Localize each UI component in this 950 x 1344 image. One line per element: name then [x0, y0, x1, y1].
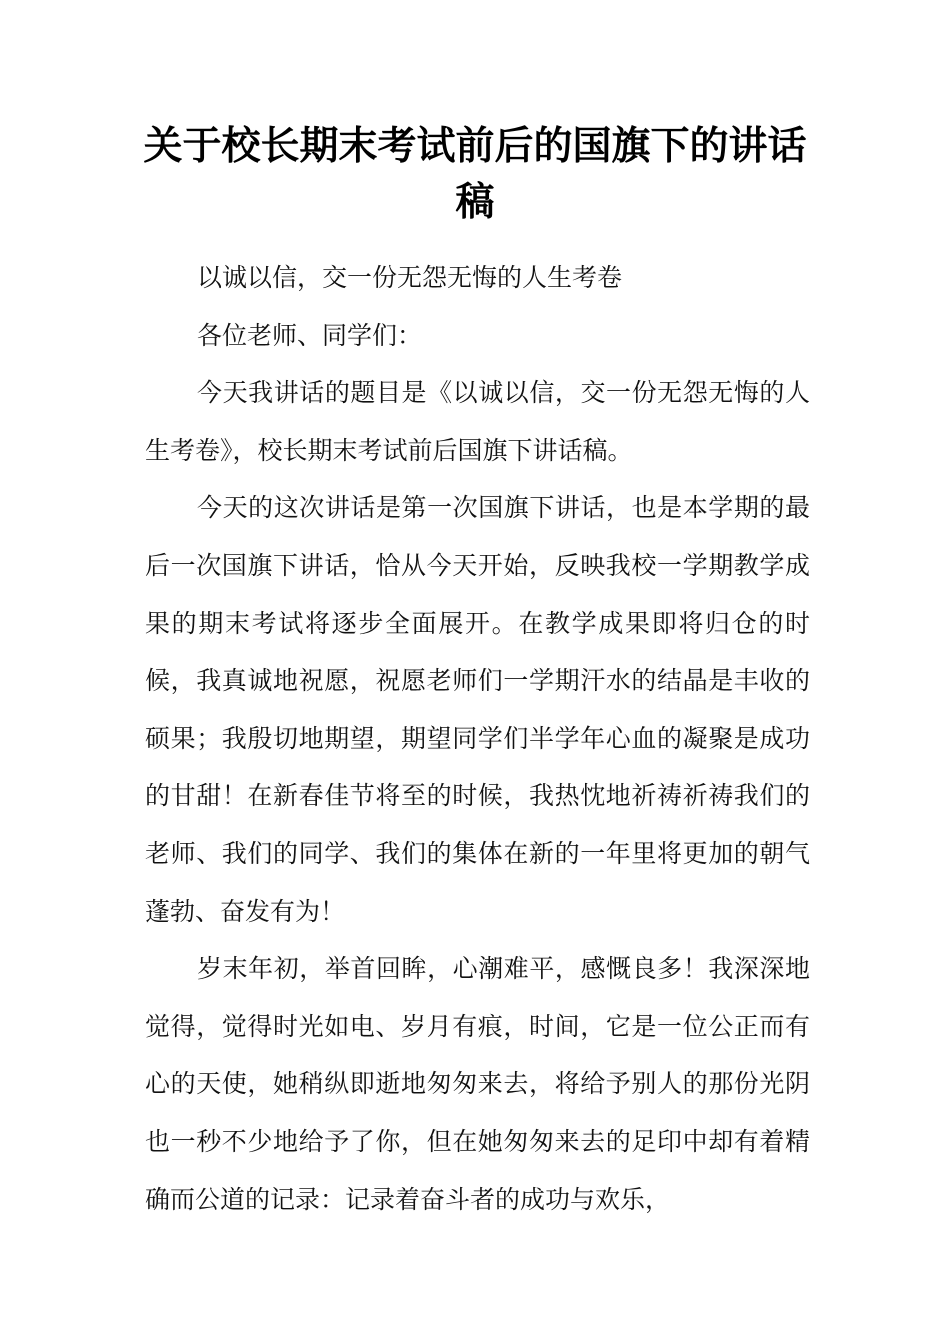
document-title: 关于校长期末考试前后的国旗下的讲话稿 — [143, 123, 807, 225]
document-body — [145, 249, 810, 1228]
paragraph-greeting: 各位老师、同学们： — [197, 320, 423, 350]
paragraph-subtitle: 以诚以信，交一份无怨无悔的人生考卷 — [197, 263, 623, 292]
paragraph: 今天的这次讲话是第一次国旗下讲话，也是本学期的最后一次国旗下讲话，恰从今天开始，反映我校一学期教学成果的期末考试将逐步全面展开。在教学成果即将归仓的时候，我真诚地祝愿，祝愿老师们一学期汗水的结晶是丰收的硕果；我殷切地期望，期望同学们半学年心血的凝聚是成功的甘甜！在新春佳节将至的时候，我热忱地祈祷祈祷我们的老师、我们的同学、我们的集体在新的一年里将更加的朝气蓬勃、奋发有为！ — [145, 493, 810, 926]
paragraph: 今天我讲话的题目是《以诚以信，交一份无怨无悔的人生考卷》，校长期末考试前后国旗下讲话稿。 — [145, 378, 810, 465]
paragraph: 岁末年初，举首回眸，心潮难平，感慨良多！我深深地觉得，觉得时光如电、岁月有痕，时间，它是一位公正而有心的天使，她稍纵即逝地匆匆来去，将给予别人的那份光阴也一秒不少地给予了你，但在她匆匆来去的足印中却有着精确而公道的记录：记录着奋斗者的成功与欢乐， — [145, 954, 810, 1214]
